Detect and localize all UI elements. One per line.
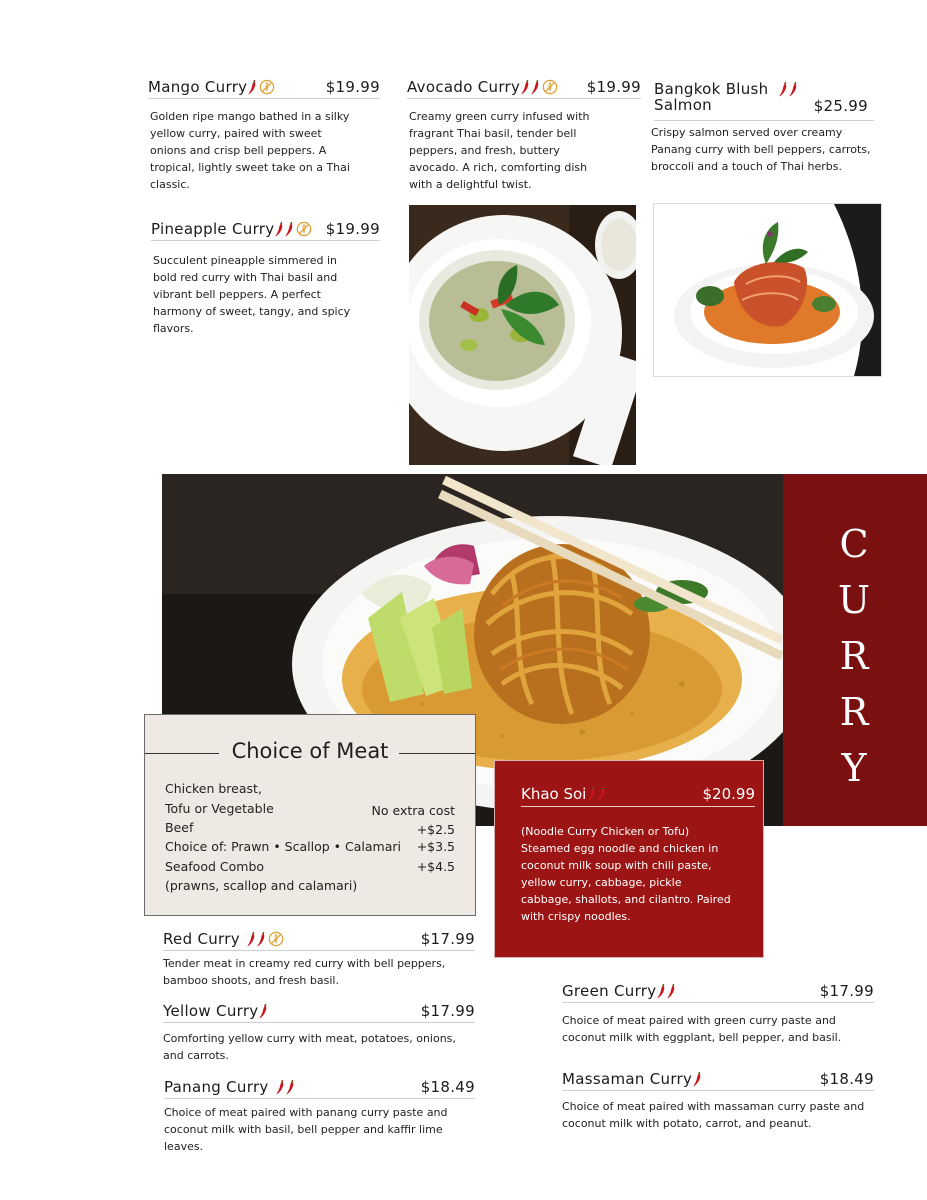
chili-icon [531, 79, 540, 95]
menu-item-header [521, 785, 755, 807]
section-title-band [783, 474, 927, 826]
item-description: (Noodle Curry Chicken or Tofu) Steamed egg noodle and chicken in coconut milk soup with chili paste, yellow curry, cabbage, pickle cabbage, shallots, and cilantro. Paired with crispy noodles. [521, 825, 731, 923]
menu-item-header [407, 78, 641, 99]
menu-item-header [562, 1070, 874, 1091]
item-price: $18.49 [420, 1078, 475, 1096]
meat-option-price: +$4.5 [416, 859, 455, 874]
chili-icon [285, 221, 294, 237]
item-name: Massaman Curry [562, 1070, 693, 1088]
item-description: Choice of meat paired with green curry paste and coconut milk with eggplant, bell pepper, and basil. [562, 1014, 842, 1044]
chili-icon [257, 931, 266, 947]
item-description: Choice of meat paired with massaman curry paste and coconut milk with potato, carrot, and peanut. [562, 1100, 865, 1130]
item-price: $19.99 [325, 78, 380, 96]
item-description: Crispy salmon served over creamy Panang curry with bell peppers, carrots, broccoli and a touch of Thai herbs. [651, 126, 871, 173]
khao-soi-box [494, 760, 764, 958]
meat-option-label: Beef [165, 820, 194, 835]
section-title-letter: Y [841, 746, 869, 790]
item-description: Creamy green curry infused with fragrant Thai basil, tender bell peppers, and fresh, buttery avocado. A rich, comforting dish with a delightful twist. [409, 110, 590, 191]
meat-option-row [165, 820, 455, 835]
meat-option-price: +$3.5 [416, 839, 455, 854]
avocado-curry-photo [409, 205, 636, 465]
meat-option-row [165, 801, 455, 816]
meat-option-price: No extra cost [371, 803, 455, 818]
item-price: $19.99 [325, 220, 380, 238]
menu-item-header [562, 982, 874, 1003]
section-title-letter: R [839, 690, 871, 734]
item-name: Avocado Curry [407, 78, 521, 96]
chili-icon [275, 221, 284, 237]
item-description: Tender meat in creamy red curry with bell peppers, bamboo shoots, and fresh basil. [163, 957, 446, 987]
menu-item-header [654, 80, 874, 121]
meat-option-row [165, 781, 455, 796]
menu-item-header [151, 220, 380, 241]
chili-icon [276, 1079, 285, 1095]
gluten-free-icon [542, 79, 558, 95]
meat-option-label: Choice of: Prawn • Scallop • Calamari [165, 839, 401, 854]
section-title-letter: R [839, 634, 871, 678]
item-description: Choice of meat paired with panang curry paste and coconut milk with basil, bell pepper and kaffir lime leaves. [164, 1106, 448, 1153]
meat-option-label: Seafood Combo [165, 859, 265, 874]
item-name: Mango Curry [148, 78, 248, 96]
item-description: Golden ripe mango bathed in a silky yellow curry, paired with sweet onions and crisp bell peppers. A tropical, lightly sweet take on a Thai classic. [150, 110, 350, 191]
item-price: $17.99 [819, 982, 874, 1000]
menu-item-header [164, 1078, 475, 1099]
meat-option-row [165, 839, 455, 854]
chili-icon [789, 81, 798, 97]
item-price: $17.99 [420, 930, 475, 948]
chili-icon [286, 1079, 295, 1095]
menu-item-header [148, 78, 380, 99]
menu-item-header [163, 930, 475, 951]
gluten-free-icon [259, 79, 275, 95]
chili-icon [521, 79, 530, 95]
item-price: $20.99 [702, 785, 755, 803]
chili-icon [693, 1071, 702, 1087]
item-price: $17.99 [420, 1002, 475, 1020]
item-name-line1: Bangkok Blush [654, 80, 769, 98]
item-price: $25.99 [813, 97, 868, 115]
item-description: Succulent pineapple simmered in bold red curry with Thai basil and vibrant bell peppers. A perfect harmony of sweet, tangy, and spicy flavors. [153, 254, 351, 335]
section-title-letter: C [839, 522, 871, 566]
item-name: Yellow Curry [163, 1002, 259, 1020]
chili-icon [259, 1003, 268, 1019]
chili-icon [597, 786, 606, 802]
choice-of-meat-box [144, 714, 476, 916]
gluten-free-icon [296, 221, 312, 237]
item-name: Khao Soi [521, 785, 587, 803]
chili-icon [248, 79, 257, 95]
meat-option-label: (prawns, scallop and calamari) [165, 878, 358, 893]
item-name: Red Curry [163, 930, 240, 948]
choice-of-meat-title: Choice of Meat [231, 739, 389, 763]
chili-icon [657, 983, 666, 999]
item-name: Panang Curry [164, 1078, 269, 1096]
chili-icon [247, 931, 256, 947]
meat-option-label: Tofu or Vegetable [165, 801, 274, 816]
chili-icon [587, 786, 596, 802]
item-name: Green Curry [562, 982, 657, 1000]
meat-option-row [165, 859, 455, 874]
bangkok-blush-salmon-photo [653, 203, 882, 377]
menu-item-header [163, 1002, 475, 1023]
chili-icon [667, 983, 676, 999]
item-name: Pineapple Curry [151, 220, 275, 238]
item-price: $19.99 [586, 78, 641, 96]
meat-option-row [165, 878, 455, 893]
item-price: $18.49 [819, 1070, 874, 1088]
section-title-letter: U [837, 578, 873, 622]
meat-option-price: +$2.5 [416, 822, 455, 837]
meat-option-label: Chicken breast, [165, 781, 262, 796]
item-name-line2: Salmon [654, 96, 712, 114]
chili-icon [779, 81, 788, 97]
item-description: Comforting yellow curry with meat, potatoes, onions, and carrots. [163, 1032, 456, 1062]
gluten-free-icon [268, 931, 284, 947]
